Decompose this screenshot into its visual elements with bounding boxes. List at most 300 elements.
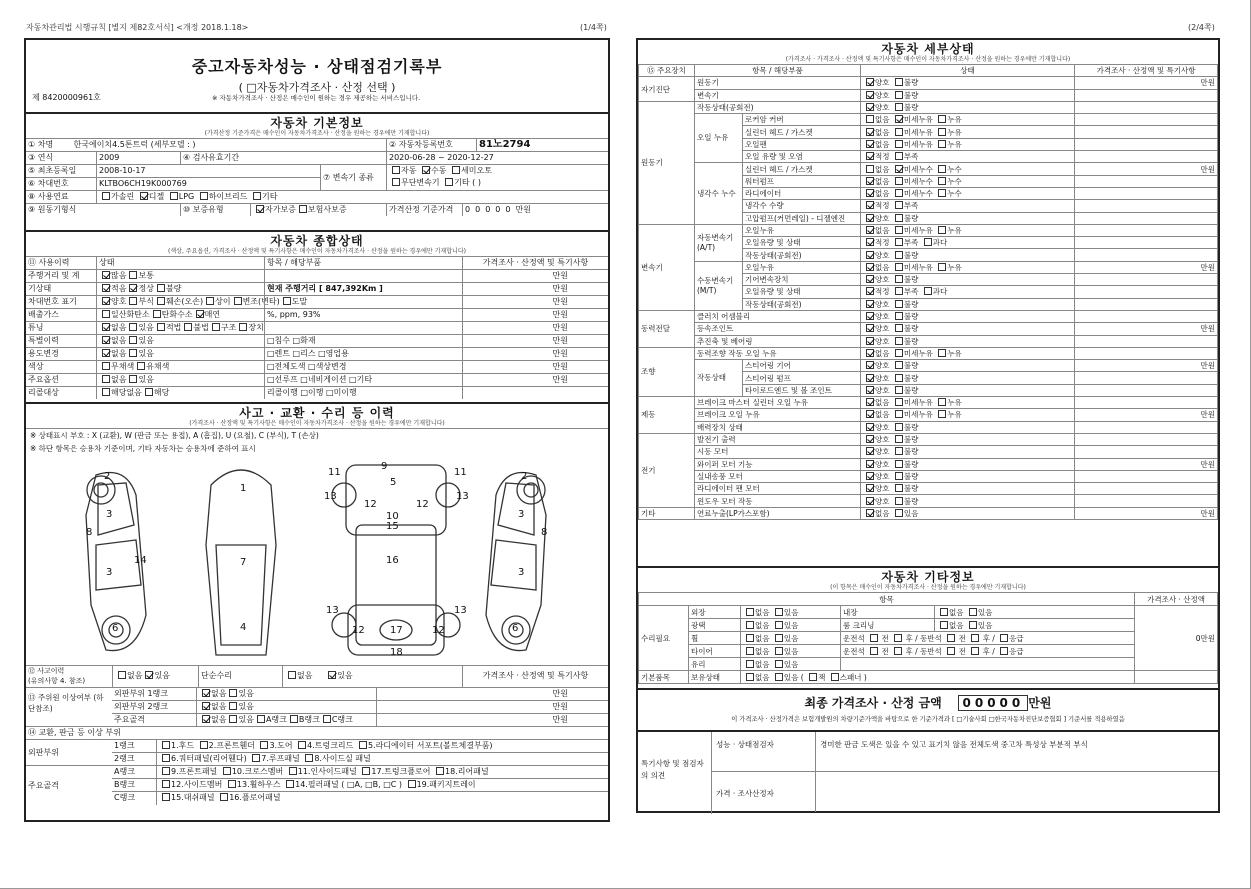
- option-checkbox[interactable]: [870, 634, 878, 642]
- detail-state: 없음 미세누수 누수: [861, 175, 1075, 187]
- overall-option-checkbox[interactable]: [157, 297, 165, 305]
- overall-price[interactable]: 만원: [462, 322, 608, 334]
- option-checkbox[interactable]: [895, 361, 903, 369]
- panel-checkbox[interactable]: [202, 702, 210, 710]
- panel-price[interactable]: 만원: [376, 714, 608, 727]
- option-checkbox[interactable]: [894, 647, 902, 655]
- first-reg-value: 2008-10-17: [96, 165, 320, 177]
- option-checkbox[interactable]: [866, 324, 874, 332]
- option-checkbox[interactable]: [895, 410, 903, 418]
- detail-item: 고압펌프(커먼레일) - 디젤엔진: [743, 212, 861, 224]
- option-checkbox[interactable]: [746, 647, 754, 655]
- panel-checkbox[interactable]: [257, 715, 265, 723]
- option-checkbox[interactable]: [924, 287, 932, 295]
- option-checkbox[interactable]: [866, 103, 874, 111]
- part-checkbox[interactable]: [162, 767, 170, 775]
- overall-option-checkbox[interactable]: [129, 336, 137, 344]
- part-checkbox[interactable]: [220, 793, 228, 801]
- option-checkbox[interactable]: [971, 634, 979, 642]
- detail-item: 실내송풍 모터: [695, 470, 861, 482]
- detail-h3: 상태: [861, 65, 1075, 77]
- overall-price[interactable]: 만원: [462, 309, 608, 321]
- part-checkbox[interactable]: [228, 780, 236, 788]
- vin-label: ⑥ 차대번호: [28, 179, 69, 188]
- part-11-right: 11: [454, 467, 467, 478]
- option-checkbox[interactable]: [895, 423, 903, 431]
- option-checkbox[interactable]: [866, 472, 874, 480]
- overall-option-checkbox[interactable]: [157, 284, 165, 292]
- detail-price[interactable]: [1075, 237, 1218, 249]
- option-checkbox[interactable]: [775, 673, 783, 681]
- overall-h-state: 상태: [96, 257, 264, 269]
- detail-price[interactable]: [1075, 470, 1218, 482]
- panel-checkbox[interactable]: [323, 715, 331, 723]
- part-checkbox[interactable]: [436, 767, 444, 775]
- detail-state: 적정 부족 과다: [861, 237, 1075, 249]
- fuel-other-checkbox[interactable]: [253, 192, 261, 200]
- detail-state: 양호 불량: [861, 77, 1075, 89]
- other-section: [638, 566, 1218, 688]
- option-checkbox[interactable]: [938, 140, 946, 148]
- other-item: 외장: [689, 606, 741, 619]
- detail-state: 없음 미세누유 누유: [861, 138, 1075, 150]
- option-checkbox[interactable]: [866, 128, 874, 136]
- option-checkbox[interactable]: [895, 226, 903, 234]
- fuel-hybrid-checkbox[interactable]: [200, 192, 208, 200]
- option-checkbox[interactable]: [971, 647, 979, 655]
- overall-option-checkbox[interactable]: [129, 349, 137, 357]
- part-checkbox[interactable]: [162, 793, 170, 801]
- option-checkbox[interactable]: [866, 91, 874, 99]
- simple-none-checkbox[interactable]: [288, 671, 296, 679]
- overall-option-checkbox[interactable]: [129, 323, 137, 331]
- detail-item: 배력장치 상태: [695, 421, 861, 433]
- detail-price[interactable]: [1075, 310, 1218, 322]
- right-sheet: [636, 38, 1220, 813]
- overall-option-checkbox[interactable]: [239, 323, 247, 331]
- detail-price[interactable]: 만원: [1075, 360, 1218, 372]
- detail-price[interactable]: [1075, 347, 1218, 359]
- part-checkbox[interactable]: [260, 741, 268, 749]
- detail-price[interactable]: [1075, 101, 1218, 113]
- detail-price[interactable]: [1075, 138, 1218, 150]
- option-checkbox[interactable]: [938, 128, 946, 136]
- option-checkbox[interactable]: [866, 177, 874, 185]
- option-checkbox[interactable]: [938, 115, 946, 123]
- detail-price[interactable]: 만원: [1075, 458, 1218, 470]
- detail-item: 윈도우 모터 작동: [695, 495, 861, 507]
- overall-option-checkbox[interactable]: [153, 310, 161, 318]
- simple-yes-checkbox[interactable]: [328, 671, 336, 679]
- option-checkbox[interactable]: [775, 621, 783, 629]
- part-checkbox[interactable]: [289, 767, 297, 775]
- detail-h2: 항목 / 해당부품: [695, 65, 861, 77]
- option-checkbox[interactable]: [895, 115, 903, 123]
- detail-price[interactable]: [1075, 397, 1218, 409]
- option-checkbox[interactable]: [938, 226, 946, 234]
- detail-price[interactable]: [1075, 433, 1218, 445]
- accident-history-label: ⑫ 사고이력 (유의사항 4. 참조): [28, 667, 86, 685]
- option-checkbox[interactable]: [775, 660, 783, 668]
- option-checkbox[interactable]: [866, 410, 874, 418]
- overall-option-checkbox[interactable]: [102, 271, 110, 279]
- other-row: 타이어 없음 있음 운전석 전 후 / 동반석 전 후 / 응급: [639, 645, 1218, 658]
- option-checkbox[interactable]: [746, 608, 754, 616]
- part-checkbox[interactable]: [298, 741, 306, 749]
- option-checkbox[interactable]: [895, 447, 903, 455]
- option-checkbox[interactable]: [866, 312, 874, 320]
- detail-state: 없음 미세누유 누유: [861, 126, 1075, 138]
- accident-yes-checkbox[interactable]: [145, 671, 153, 679]
- trans-semi-checkbox[interactable]: [452, 166, 460, 174]
- option-checkbox[interactable]: [866, 460, 874, 468]
- overall-option-checkbox[interactable]: [212, 323, 220, 331]
- option-checkbox[interactable]: [866, 337, 874, 345]
- fuel-lpg-checkbox[interactable]: [170, 192, 178, 200]
- option-checkbox[interactable]: [895, 398, 903, 406]
- detail-price[interactable]: [1075, 187, 1218, 199]
- option-checkbox[interactable]: [809, 673, 817, 681]
- detail-price[interactable]: [1075, 175, 1218, 187]
- trans-cvt-checkbox[interactable]: [392, 178, 400, 186]
- part-checkbox[interactable]: [162, 780, 170, 788]
- option-checkbox[interactable]: [895, 324, 903, 332]
- option-checkbox[interactable]: [894, 634, 902, 642]
- option-checkbox[interactable]: [746, 634, 754, 642]
- panel-checkbox[interactable]: [229, 702, 237, 710]
- panel-checkbox[interactable]: [229, 689, 237, 697]
- option-checkbox[interactable]: [866, 398, 874, 406]
- option-checkbox[interactable]: [938, 398, 946, 406]
- trans-manual-checkbox[interactable]: [422, 166, 430, 174]
- part-checkbox[interactable]: [359, 741, 367, 749]
- option-checkbox[interactable]: [866, 201, 874, 209]
- detail-price[interactable]: [1075, 114, 1218, 126]
- option-checkbox[interactable]: [947, 647, 955, 655]
- option-checkbox[interactable]: [866, 435, 874, 443]
- overall-option-checkbox[interactable]: [157, 323, 165, 331]
- detail-price[interactable]: [1075, 224, 1218, 236]
- panel-price[interactable]: 만원: [376, 701, 608, 713]
- other-row: 수리필요 외장 없음 있음 내장 없음 있음 0만원: [639, 606, 1218, 619]
- option-checkbox[interactable]: [895, 128, 903, 136]
- repair-label: 수리필요: [639, 606, 689, 671]
- overall-price[interactable]: 만원: [462, 296, 608, 308]
- overall-option-checkbox[interactable]: [102, 336, 110, 344]
- option-checkbox[interactable]: [895, 78, 903, 86]
- detail-item: 스티어링 펌프: [743, 372, 861, 384]
- option-checkbox[interactable]: [866, 152, 874, 160]
- overall-item: 리콜대상: [28, 388, 59, 397]
- option-checkbox[interactable]: [866, 115, 874, 123]
- option-checkbox[interactable]: [938, 165, 946, 173]
- detail-item: 오일유량 및 상태: [743, 237, 861, 249]
- part-checkbox[interactable]: [162, 754, 170, 762]
- inspector-opinion[interactable]: 경미한 판금 도색은 있을 수 있고 표기치 않음 전체도색 중고차 특성상 부분적 부식: [820, 740, 1088, 749]
- option-checkbox[interactable]: [895, 300, 903, 308]
- option-checkbox[interactable]: [895, 275, 903, 283]
- option-checkbox[interactable]: [895, 435, 903, 443]
- option-checkbox[interactable]: [895, 91, 903, 99]
- accident-none-checkbox[interactable]: [118, 671, 126, 679]
- option-checkbox[interactable]: [895, 263, 903, 271]
- overall-option-checkbox[interactable]: [102, 349, 110, 357]
- overall-option-checkbox[interactable]: [137, 362, 145, 370]
- option-checkbox[interactable]: [866, 386, 874, 394]
- overall-row: 주요옵션 없음 있음 □선루프 □네비게이션 □기타 만원: [26, 373, 608, 386]
- overall-price[interactable]: 만원: [462, 374, 608, 386]
- overall-option-checkbox[interactable]: [283, 297, 291, 305]
- option-checkbox[interactable]: [938, 263, 946, 271]
- option-checkbox[interactable]: [895, 374, 903, 382]
- part-8-right: 8: [541, 527, 548, 538]
- option-checkbox[interactable]: [746, 621, 754, 629]
- final-section: [638, 688, 1218, 730]
- overall-option-checkbox[interactable]: [145, 388, 153, 396]
- detail-price[interactable]: [1075, 89, 1218, 101]
- trans-options: 자동 수동 세미오토 무단변속기 기타 ( ): [386, 165, 608, 190]
- option-checkbox[interactable]: [969, 621, 977, 629]
- other-item2: 룸 크리닝: [841, 619, 935, 632]
- option-checkbox[interactable]: [1000, 634, 1008, 642]
- appraiser-label: 가격 · 조사산정자: [712, 772, 816, 812]
- detail-price[interactable]: 만원: [1075, 507, 1218, 519]
- option-checkbox[interactable]: [938, 189, 946, 197]
- detail-price[interactable]: [1075, 126, 1218, 138]
- detail-price[interactable]: 만원: [1075, 323, 1218, 335]
- overall-option-checkbox[interactable]: [102, 362, 110, 370]
- option-checkbox[interactable]: [866, 78, 874, 86]
- detail-state: 양호 불량: [861, 335, 1075, 347]
- option-checkbox[interactable]: [866, 374, 874, 382]
- panel-name: 주요골격: [114, 715, 145, 724]
- overall-option-checkbox[interactable]: [129, 284, 137, 292]
- warranty-self-checkbox[interactable]: [256, 205, 264, 213]
- option-checkbox[interactable]: [866, 447, 874, 455]
- detail-row: [639, 483, 1218, 495]
- fuel-diesel-checkbox[interactable]: [140, 192, 148, 200]
- detail-price[interactable]: [1075, 384, 1218, 396]
- overall-option-checkbox[interactable]: [234, 297, 242, 305]
- detail-price[interactable]: [1075, 249, 1218, 261]
- option-checkbox[interactable]: [866, 349, 874, 357]
- overall-price[interactable]: [462, 387, 608, 399]
- panel-price[interactable]: 만원: [376, 688, 608, 700]
- option-checkbox[interactable]: [866, 238, 874, 246]
- detail-subgroup: 자동변속기 (A/T): [695, 224, 743, 261]
- option-checkbox[interactable]: [940, 608, 948, 616]
- part-6-left: 6: [112, 623, 119, 634]
- insp-label: ④ 검사유효기간: [180, 152, 386, 164]
- option-checkbox[interactable]: [895, 386, 903, 394]
- option-checkbox[interactable]: [969, 608, 977, 616]
- overall-option-checkbox[interactable]: [102, 388, 110, 396]
- overall-option-checkbox[interactable]: [102, 375, 110, 383]
- detail-price[interactable]: [1075, 298, 1218, 310]
- overall-detail: □선루프 □네비게이션 □기타: [264, 374, 462, 386]
- detail-row: [639, 360, 1218, 372]
- insp-value: 2020-06-28 ~ 2020-12-27: [386, 152, 608, 164]
- option-checkbox[interactable]: [831, 673, 839, 681]
- part-checkbox[interactable]: [200, 741, 208, 749]
- warranty-insurer-checkbox[interactable]: [299, 205, 307, 213]
- option-checkbox[interactable]: [866, 226, 874, 234]
- detail-state: 양호 불량: [861, 384, 1075, 396]
- part-checkbox[interactable]: [362, 767, 370, 775]
- detail-price[interactable]: [1075, 335, 1218, 347]
- option-checkbox[interactable]: [938, 349, 946, 357]
- option-checkbox[interactable]: [775, 634, 783, 642]
- option-checkbox[interactable]: [866, 189, 874, 197]
- panel-checkbox[interactable]: [229, 715, 237, 723]
- option-checkbox[interactable]: [895, 349, 903, 357]
- option-checkbox[interactable]: [866, 275, 874, 283]
- part-2-right: 2: [521, 471, 528, 482]
- option-checkbox[interactable]: [924, 238, 932, 246]
- overall-price[interactable]: 만원: [462, 335, 608, 347]
- overall-h-price: 가격조사 · 산정액 및 특기사항: [462, 257, 608, 269]
- option-checkbox[interactable]: [895, 497, 903, 505]
- option-checkbox[interactable]: [895, 312, 903, 320]
- option-checkbox[interactable]: [895, 460, 903, 468]
- option-checkbox[interactable]: [895, 251, 903, 259]
- detail-row: [639, 458, 1218, 470]
- overall-option-checkbox[interactable]: [196, 310, 204, 318]
- detail-price[interactable]: [1075, 274, 1218, 286]
- option-checkbox[interactable]: [938, 410, 946, 418]
- part-3-left-a: 3: [106, 509, 113, 520]
- detail-state: 양호 불량: [861, 274, 1075, 286]
- option-checkbox[interactable]: [940, 621, 948, 629]
- option-checkbox[interactable]: [895, 472, 903, 480]
- option-checkbox[interactable]: [866, 509, 874, 517]
- other-note: (이 항목은 매수인이 자동차가격조사 · 산정을 원하는 경우에만 기재합니다): [830, 584, 1026, 591]
- overall-item: 기상태: [28, 284, 52, 293]
- detail-state: 양호 불량: [861, 483, 1075, 495]
- option-checkbox[interactable]: [746, 660, 754, 668]
- option-checkbox[interactable]: [895, 201, 903, 209]
- option-checkbox[interactable]: [895, 177, 903, 185]
- panel-checkbox[interactable]: [202, 689, 210, 697]
- overall-option-checkbox[interactable]: [184, 323, 192, 331]
- option-checkbox[interactable]: [866, 484, 874, 492]
- part-checkbox[interactable]: [223, 767, 231, 775]
- option-checkbox[interactable]: [866, 165, 874, 173]
- repair-price[interactable]: 0만원: [1135, 606, 1218, 671]
- detail-price[interactable]: [1075, 483, 1218, 495]
- detail-price[interactable]: 만원: [1075, 163, 1218, 175]
- detail-price[interactable]: [1075, 151, 1218, 163]
- overall-row: 배출가스 일산화탄소 탄화수소 매연 %, ppm, 93% 만원: [26, 308, 608, 321]
- option-checkbox[interactable]: [895, 484, 903, 492]
- detail-item: 시동 모터: [695, 446, 861, 458]
- panel-checkbox[interactable]: [290, 715, 298, 723]
- detail-price[interactable]: [1075, 495, 1218, 507]
- part-checkbox[interactable]: [305, 754, 313, 762]
- part-checkbox[interactable]: [408, 780, 416, 788]
- option-checkbox[interactable]: [895, 337, 903, 345]
- option-checkbox[interactable]: [895, 214, 903, 222]
- left-sheet: [24, 38, 610, 822]
- option-checkbox[interactable]: [866, 497, 874, 505]
- overall-row: 기상태 적음 정상 불량 현재 주행거리 [ 847,392Km ] 만원: [26, 282, 608, 295]
- option-checkbox[interactable]: [775, 647, 783, 655]
- part-checkbox[interactable]: [162, 741, 170, 749]
- overall-option-checkbox[interactable]: [206, 297, 214, 305]
- detail-price[interactable]: 만원: [1075, 77, 1218, 89]
- detail-price[interactable]: [1075, 212, 1218, 224]
- option-checkbox[interactable]: [1000, 647, 1008, 655]
- overall-option-checkbox[interactable]: [102, 284, 110, 292]
- overall-option-checkbox[interactable]: [102, 323, 110, 331]
- overall-price[interactable]: 만원: [462, 361, 608, 373]
- overall-option-checkbox[interactable]: [102, 297, 110, 305]
- option-checkbox[interactable]: [895, 152, 903, 160]
- overall-detail: [264, 296, 462, 308]
- overall-price[interactable]: 만원: [462, 348, 608, 360]
- overall-option-checkbox[interactable]: [129, 271, 137, 279]
- option-checkbox[interactable]: [895, 287, 903, 295]
- option-checkbox[interactable]: [866, 263, 874, 271]
- part-12-top-left: 12: [364, 499, 377, 510]
- option-checkbox[interactable]: [866, 423, 874, 431]
- option-checkbox[interactable]: [775, 608, 783, 616]
- detail-group: 조향: [639, 347, 695, 396]
- option-checkbox[interactable]: [866, 140, 874, 148]
- option-checkbox[interactable]: [895, 140, 903, 148]
- overall-option-checkbox[interactable]: [129, 297, 137, 305]
- option-checkbox[interactable]: [895, 189, 903, 197]
- detail-price[interactable]: 만원: [1075, 409, 1218, 421]
- option-checkbox[interactable]: [866, 251, 874, 259]
- other-item2: 내장: [841, 606, 935, 619]
- overall-price[interactable]: 만원: [462, 270, 608, 282]
- detail-price[interactable]: 만원: [1075, 261, 1218, 273]
- first-reg-label: ⑤ 최초등록일: [28, 166, 77, 175]
- option-checkbox[interactable]: [866, 300, 874, 308]
- option-checkbox[interactable]: [895, 509, 903, 517]
- detail-price[interactable]: [1075, 446, 1218, 458]
- option-checkbox[interactable]: [866, 287, 874, 295]
- option-checkbox[interactable]: [746, 673, 754, 681]
- option-checkbox[interactable]: [866, 361, 874, 369]
- fuel-gasoline-checkbox[interactable]: [102, 192, 110, 200]
- overall-price[interactable]: 만원: [462, 283, 608, 295]
- part-checkbox[interactable]: [286, 780, 294, 788]
- option-checkbox[interactable]: [947, 634, 955, 642]
- option-checkbox[interactable]: [895, 103, 903, 111]
- detail-state: 없음 미세누유 누유: [861, 261, 1075, 273]
- option-checkbox[interactable]: [866, 214, 874, 222]
- detail-price[interactable]: [1075, 421, 1218, 433]
- detail-price[interactable]: [1075, 372, 1218, 384]
- part-3-left-b: 3: [106, 567, 113, 578]
- overall-option-checkbox[interactable]: [129, 375, 137, 383]
- option-checkbox[interactable]: [895, 238, 903, 246]
- option-checkbox[interactable]: [938, 177, 946, 185]
- panel-checkbox[interactable]: [202, 715, 210, 723]
- part-checkbox[interactable]: [252, 754, 260, 762]
- frame-label: 주요골격: [28, 781, 59, 790]
- appraiser-opinion[interactable]: [816, 772, 1218, 812]
- detail-price[interactable]: [1075, 286, 1218, 298]
- option-checkbox[interactable]: [895, 165, 903, 173]
- trans-auto-checkbox[interactable]: [392, 166, 400, 174]
- trans-other-checkbox[interactable]: [445, 178, 453, 186]
- overall-option-checkbox[interactable]: [102, 310, 110, 318]
- option-checkbox[interactable]: [870, 647, 878, 655]
- detail-price[interactable]: [1075, 200, 1218, 212]
